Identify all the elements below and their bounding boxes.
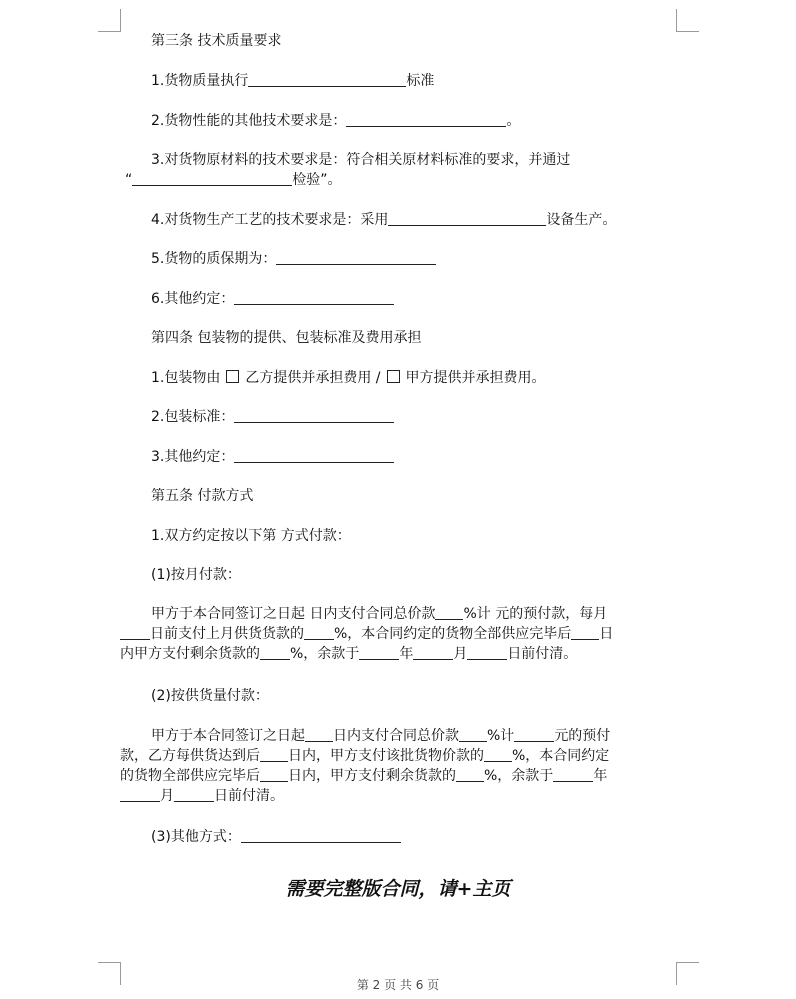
blank-field[interactable] [346, 112, 506, 127]
para-text: 甲方于本合同签订之日起 日内支付合同总价款 [151, 606, 436, 622]
para-text: %，本合同约定 [512, 748, 610, 764]
item-text: 5.货物的质保期为： [151, 251, 277, 267]
para-text: 的货物全部供应完毕后 [120, 768, 260, 784]
payment-method-2-label: (2)按供货量付款： [151, 688, 269, 704]
article-4-item-3 [151, 447, 394, 467]
para-text: 甲方于本合同签订之日起 [151, 728, 305, 744]
blank-field[interactable] [234, 290, 394, 305]
item-text: 1.货物质量执行 [151, 73, 249, 89]
payment-method-2-paragraph [120, 726, 672, 806]
article-5-item-1: 1.双方约定按以下第 方式付款： [151, 528, 351, 544]
item-text: 4.对货物生产工艺的技术要求是：采用 [151, 212, 389, 228]
para-text: 月 [453, 646, 468, 662]
blank-field[interactable] [304, 625, 334, 640]
article-4-item-2 [151, 407, 394, 427]
item-text: 乙方提供并承担费用 / [245, 370, 381, 386]
article-5-heading: 第五条 付款方式 [151, 488, 254, 504]
checkbox-party-a[interactable] [387, 370, 400, 383]
article-3-item-5 [151, 249, 436, 269]
item-text: 检验”。 [292, 172, 342, 188]
item-text: 。 [506, 113, 521, 129]
para-text: %，本合同约定的货物全部供应完毕后 [334, 626, 572, 642]
payment-method-3 [151, 827, 401, 847]
blank-field[interactable] [571, 625, 599, 640]
blank-field[interactable] [120, 625, 150, 640]
blank-field[interactable] [305, 727, 333, 742]
full-contract-notice: 需要完整版合同，请+主页 [285, 878, 511, 900]
checkbox-party-b[interactable] [226, 370, 239, 383]
blank-field[interactable] [484, 747, 512, 762]
crop-mark-top-left [98, 9, 121, 32]
blank-field[interactable] [120, 787, 160, 802]
payment-method-1-paragraph [120, 604, 672, 664]
item-text: 6.其他约定： [151, 291, 235, 307]
blank-field[interactable] [248, 72, 406, 87]
article-4-item-1 [151, 368, 546, 388]
blank-field[interactable] [174, 787, 214, 802]
item-text: 2.包装标准： [151, 409, 235, 425]
article-3-item-3: 3.对货物原材料的技术要求是：符合相关原材料标准的要求，并通过 [151, 152, 571, 168]
blank-field[interactable] [359, 645, 399, 660]
article-3-item-1 [151, 71, 434, 91]
item-text: 2.货物性能的其他技术要求是： [151, 113, 347, 129]
article-3-item-6 [151, 289, 394, 309]
quote-mark: “ [125, 172, 133, 188]
blank-field[interactable] [459, 727, 487, 742]
blank-field[interactable] [276, 250, 436, 265]
para-text: %计 [487, 728, 515, 744]
para-text: %，余款于 [290, 646, 360, 662]
article-3-item-3-cont [125, 170, 342, 190]
article-3-heading: 第三条 技术质量要求 [151, 33, 282, 49]
para-text: 年 [399, 646, 414, 662]
item-text: 设备生产。 [546, 212, 617, 228]
page-number-footer: 第 2 页 共 6 页 [356, 978, 440, 992]
para-text: 款，乙方每供货达到后 [120, 748, 260, 764]
blank-field[interactable] [234, 408, 394, 423]
blank-field[interactable] [234, 448, 394, 463]
blank-field[interactable] [241, 828, 401, 843]
article-3-item-4 [151, 210, 616, 230]
para-text: 年 [593, 768, 608, 784]
blank-field[interactable] [413, 645, 453, 660]
para-text: 日前付清。 [507, 646, 578, 662]
blank-field[interactable] [260, 747, 288, 762]
article-3-item-2 [151, 111, 520, 131]
para-text: 日前支付上月供货货款的 [150, 626, 304, 642]
blank-field[interactable] [467, 645, 507, 660]
item-text: 3.其他约定： [151, 449, 235, 465]
para-text: %计 元的预付款，每月 [463, 606, 608, 622]
para-text: 元的预付 [554, 728, 611, 744]
blank-field[interactable] [260, 645, 290, 660]
blank-field[interactable] [435, 605, 463, 620]
item-text: 标准 [406, 73, 435, 89]
para-text: 日前付清。 [214, 788, 284, 804]
para-text: 日内，甲方支付该批货物价款的 [288, 748, 484, 764]
blank-field[interactable] [514, 727, 554, 742]
crop-mark-top-right [676, 9, 699, 32]
blank-field[interactable] [456, 767, 484, 782]
blank-field[interactable] [553, 767, 593, 782]
para-text: 日内，甲方支付剩余货款的 [288, 768, 456, 784]
item-text: 1.包装物由 [151, 370, 221, 386]
para-text: 日内支付合同总价款 [333, 728, 459, 744]
blank-field[interactable] [132, 171, 292, 186]
item-text: 甲方提供并承担费用。 [405, 370, 546, 386]
para-text: 日 [599, 626, 614, 642]
para-text: 内甲方支付剩余货款的 [120, 646, 260, 662]
blank-field[interactable] [260, 767, 288, 782]
article-4-heading: 第四条 包装物的提供、包装标准及费用承担 [151, 330, 422, 346]
para-text: 月 [160, 788, 174, 804]
blank-field[interactable] [388, 211, 546, 226]
item-text: (3)其他方式： [151, 829, 241, 845]
payment-method-1-label: (1)按月付款： [151, 567, 241, 583]
para-text: %，余款于 [484, 768, 554, 784]
